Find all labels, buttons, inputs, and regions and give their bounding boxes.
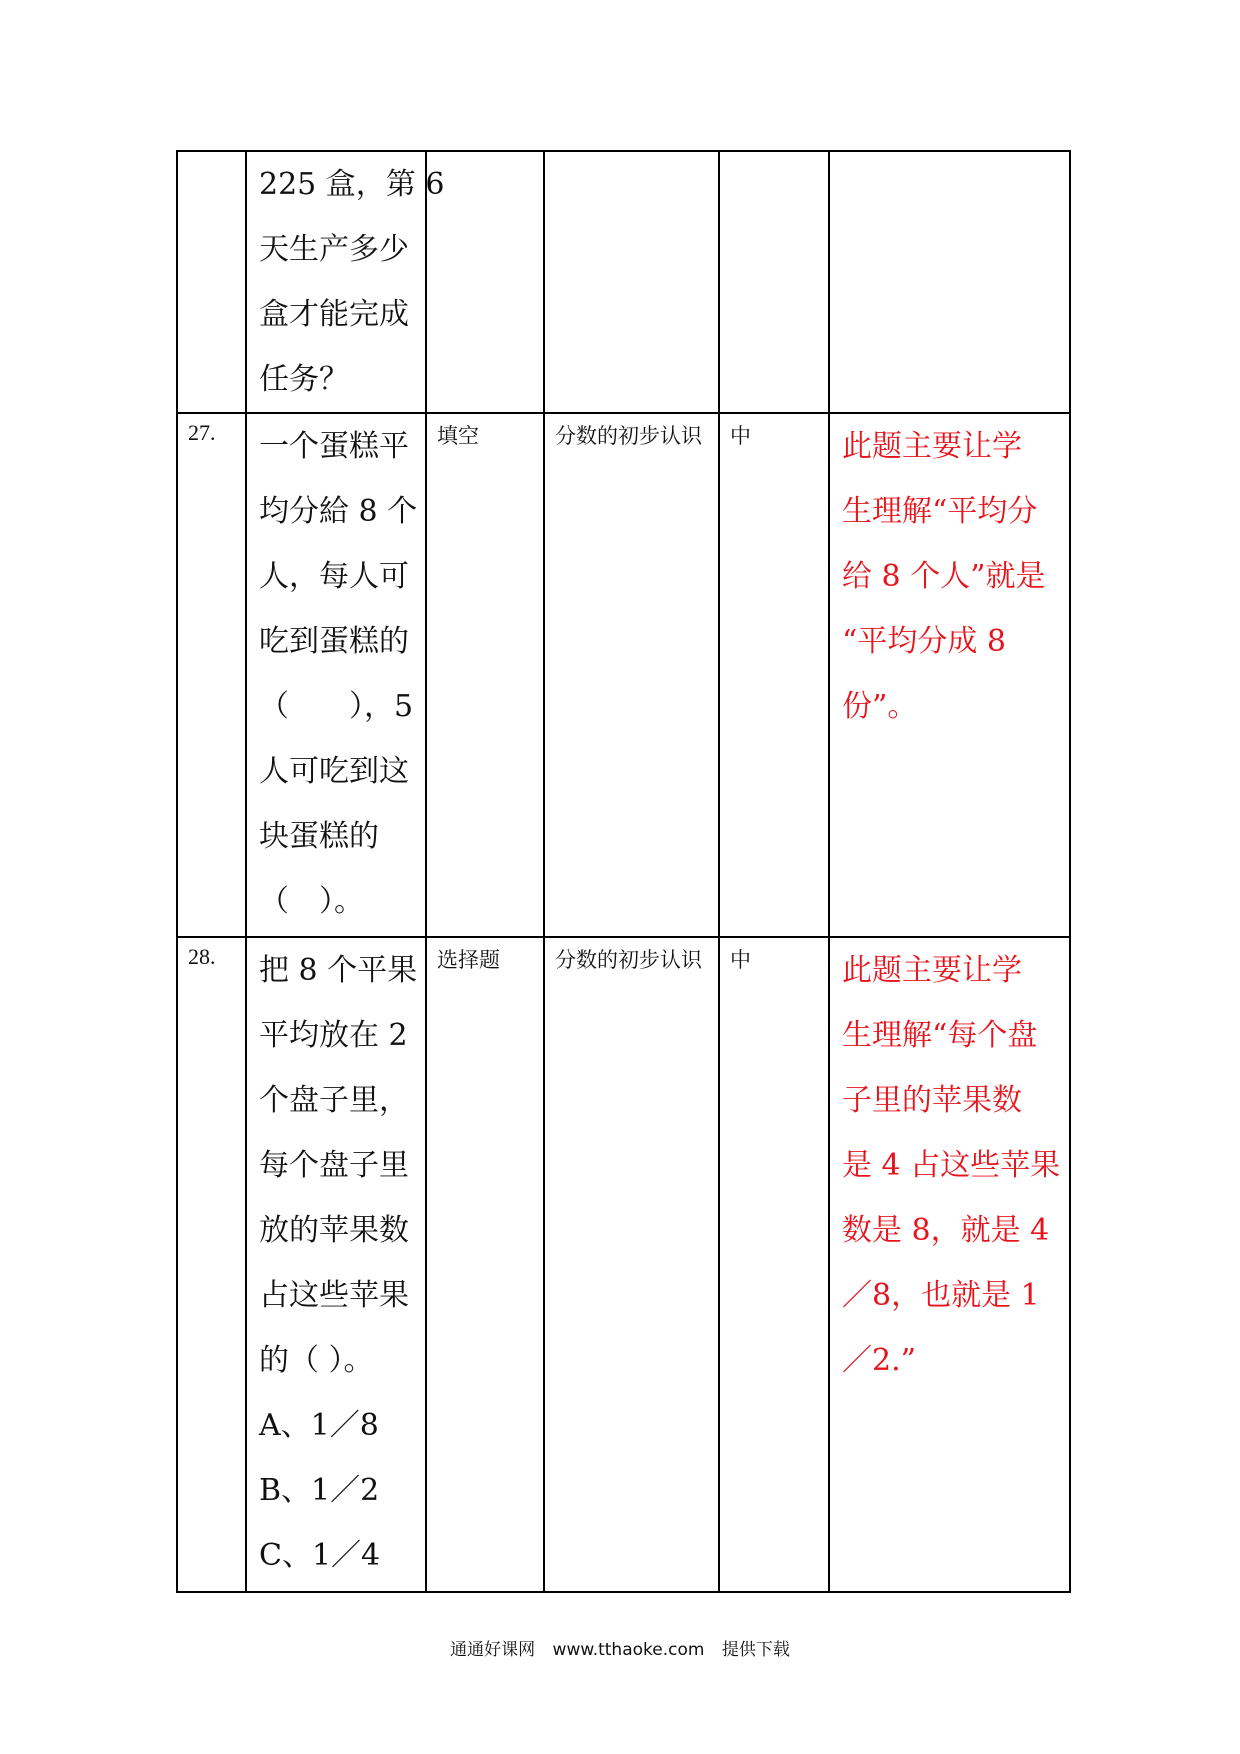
note-cell — [829, 151, 1070, 413]
note-cell — [829, 413, 1070, 937]
question-cell — [246, 937, 426, 1592]
note-line: 此题主要让学 — [842, 429, 1022, 464]
knowledge-cell — [544, 151, 719, 413]
note-line: ／8，也就是 1 — [842, 1278, 1040, 1313]
question-line: 平均放在 2 — [259, 1018, 408, 1053]
question-line: 吃到蛋糕的 — [259, 624, 409, 659]
question-line: 块蛋糕的 — [259, 819, 379, 854]
question-cell — [246, 151, 445, 413]
question-table — [176, 150, 1071, 1593]
type-cell: 填空 — [426, 413, 544, 937]
option-c: C、1／4 — [259, 1538, 381, 1573]
note-line: 数是 8，就是 4 — [842, 1213, 1050, 1248]
knowledge-cell: 分数的初步认识 — [544, 413, 719, 937]
footer-site-name: 通通好课网 — [450, 1640, 536, 1660]
difficulty-cell — [719, 151, 829, 413]
question-line: 225 盒，第 6 — [259, 167, 445, 202]
note-line: 是 4 占这些苹果 — [842, 1148, 1061, 1183]
difficulty-cell: 中 — [719, 937, 829, 1592]
question-line: 把 8 个平果 — [259, 953, 418, 988]
row-number-cell: 28. — [177, 937, 246, 1592]
footer-url[interactable]: www.tthaoke.com — [552, 1640, 705, 1660]
question-line: 天生产多少 — [259, 232, 409, 267]
question-line: 盒才能完成 — [259, 297, 409, 332]
note-line: 生理解“平均分 — [842, 494, 1038, 529]
footer-suffix: 提供下载 — [721, 1640, 790, 1660]
page-footer — [0, 1635, 1240, 1660]
note-line: 份”。 — [842, 689, 918, 724]
question-line: 任务？ — [259, 362, 349, 397]
note-line: 生理解“每个盘 — [842, 1018, 1038, 1053]
question-line: 放的苹果数 — [259, 1213, 409, 1248]
note-line: 给 8 个人”就是 — [842, 559, 1046, 594]
question-line: 人，每人可 — [259, 559, 409, 594]
question-line: 每个盘子里 — [259, 1148, 409, 1183]
type-cell: 选择题 — [426, 937, 544, 1592]
question-cell — [246, 413, 426, 937]
note-line: 此题主要让学 — [842, 953, 1022, 988]
table-row — [177, 937, 1070, 1592]
question-line: （ ），5 — [259, 689, 414, 724]
option-b: B、1／2 — [259, 1473, 380, 1508]
question-line: 均分給 8 个 — [259, 494, 418, 529]
question-line: 的（ ）。 — [259, 1343, 374, 1378]
question-line: 人可吃到这 — [259, 754, 409, 789]
question-line: 一个蛋糕平 — [259, 429, 409, 464]
option-a: A、1／8 — [259, 1408, 379, 1443]
row-number-cell: 27. — [177, 413, 246, 937]
row-number-cell — [177, 151, 246, 413]
question-line: （ ）。 — [259, 884, 364, 919]
table-row — [177, 151, 1070, 413]
question-line: 占这些苹果 — [259, 1278, 409, 1313]
note-line: “平均分成 8 — [842, 624, 1006, 659]
question-line: 个盘子里， — [259, 1083, 409, 1118]
note-line: ／2.” — [842, 1343, 916, 1378]
table-row — [177, 413, 1070, 937]
difficulty-cell: 中 — [719, 413, 829, 937]
note-cell — [829, 937, 1070, 1592]
knowledge-cell: 分数的初步认识 — [544, 937, 719, 1592]
note-line: 子里的苹果数 — [842, 1083, 1022, 1118]
